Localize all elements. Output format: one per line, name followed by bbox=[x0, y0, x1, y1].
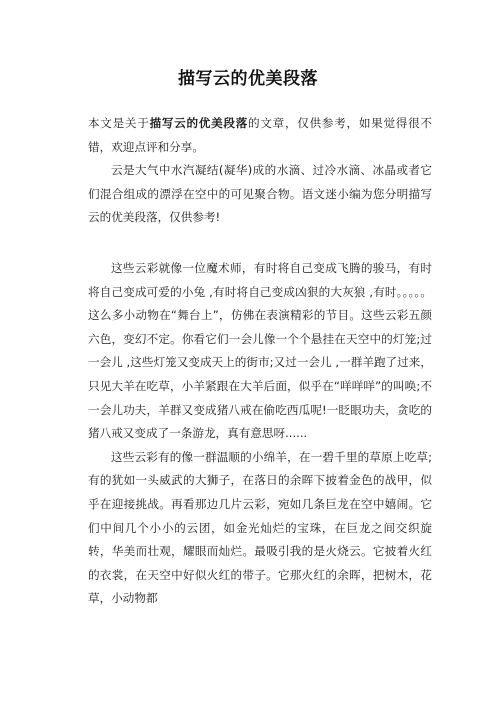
paragraph-magician: 这些云彩就像一位魔术师，有时将自己变成飞腾的骏马，有时将自己变成可爱的小兔 ,有时将自己变成凶狠的大灰狼 ,有时。。。。。这么多小动物在“舞台上”，仿佛在表演精彩的节目。这些云彩五颜六色，变幻不定。你看它们一会儿像一个个悬挂在天空中的灯笼;过一会儿 ,这些灯笼又变成天上的街市;又过一会儿 ,一群羊跑了过来，只见大羊在吃草，小羊紧跟在大羊后面，似乎在“咩咩咩”的叫唤;不一会儿功夫，羊群又变成猪八戒在偷吃西瓜呢!一眨眼功夫，贪吃的猪八戒又变成了一条游龙，真有意思呀...... bbox=[88, 260, 432, 441]
paragraph-spacer bbox=[88, 230, 432, 257]
intro-highlight: 描写云的优美段落 bbox=[149, 116, 249, 130]
intro-paragraph bbox=[88, 112, 432, 159]
document-body bbox=[88, 112, 432, 611]
intro-prefix: 本文是关于 bbox=[88, 116, 150, 130]
paragraph-sheep: 这些云彩有的像一群温顺的小绵羊，在一碧千里的草原上吃草;有的犹如一头威武的大狮子，在落日的余晖下披着金色的战甲，似乎在迎接挑战。再看那边几片云彩，宛如几条巨龙在空中嬉闹。它们中间几个小小的云团，如金光灿烂的宝珠，在巨龙之间交织旋转，华美而壮观，耀眼而灿烂。最吸引我的是火烧云。它披着火红的衣裳，在天空中好似火红的带子。它那火红的余晖，把树木，花草，小动物都 bbox=[88, 449, 432, 606]
intro-suffix: 的文章，仅供参考，如果觉得很不错，欢迎点评和分享。 bbox=[88, 116, 432, 154]
document-title: 描写云的优美段落 bbox=[178, 69, 318, 89]
paragraph-definition: 云是大气中水汽凝结(凝华)成的水滴、过冷水滴、冰晶或者它们混合组成的漂浮在空中的可见聚合物。语文迷小编为您分明描写云的优美段落，仅供参考! bbox=[88, 163, 432, 225]
